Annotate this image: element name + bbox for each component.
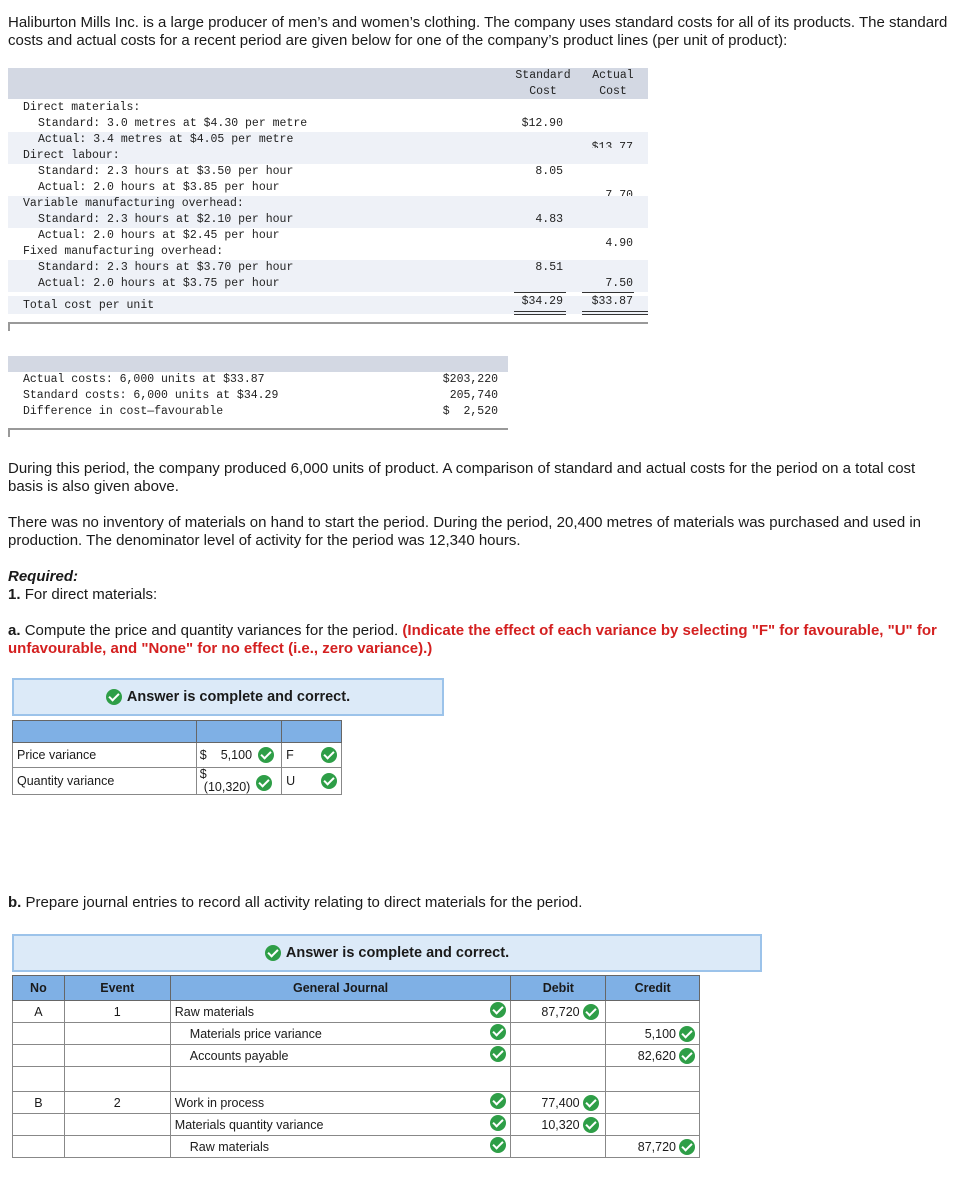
debit-amount[interactable]: 10,320 — [541, 1117, 580, 1132]
variance-amount[interactable]: (10,320) — [203, 780, 251, 794]
part-a-question: a. Compute the price and quantity variances for the period. (Indicate the effect of each variance by selecting "F" for favourable, "U" for unfavourable, and "None" for no effect (i.e., zero variance).) — [8, 622, 937, 657]
variance-effect[interactable]: F — [286, 748, 294, 762]
check-circle-icon — [106, 689, 122, 705]
journal-account[interactable]: Materials quantity variance — [170, 1114, 482, 1136]
total-row-label: Standard costs: 6,000 units at $34.29 — [23, 389, 279, 402]
check-circle-icon — [321, 747, 337, 763]
total-row-value: 205,740 — [449, 389, 498, 402]
journal-event — [64, 1023, 170, 1045]
check-circle-icon — [490, 1115, 506, 1131]
cost-row-label: Standard: 2.3 hours at $3.50 per hour — [38, 165, 294, 178]
journal-event — [64, 1045, 170, 1067]
journal-account[interactable] — [170, 1067, 482, 1092]
journal-check-cell — [483, 1045, 511, 1067]
actual-cost-value: 4.90 — [605, 237, 633, 250]
materials-paragraph: There was no inventory of materials on hand to start the period. During the period, 20,400 metres of materials was purchased and used in production. The denominator level of activity for the period was 12,340 hours. — [8, 514, 922, 549]
period-paragraph: During this period, the company produced 6,000 units of product. A comparison of standard and actual costs for the period on a total cost basis is also given above. — [8, 460, 916, 495]
variance-label: Price variance — [13, 743, 197, 768]
total-cost-label: Total cost per unit — [23, 299, 155, 312]
actual-cost-value: 7.50 — [605, 277, 633, 290]
standard-cost-value: 4.83 — [535, 213, 563, 226]
cost-row-label: Actual: 2.0 hours at $2.45 per hour — [38, 229, 280, 242]
total-row-label: Actual costs: 6,000 units at $33.87 — [23, 373, 265, 386]
check-circle-icon — [583, 1117, 599, 1133]
cost-row-label: Standard: 2.3 hours at $3.70 per hour — [38, 261, 294, 274]
cost-row-label: Standard: 3.0 metres at $4.30 per metre — [38, 117, 308, 130]
journal-row — [13, 1045, 700, 1067]
journal-event — [64, 1067, 170, 1092]
variance-effect-select[interactable] — [282, 768, 342, 795]
journal-event — [64, 1114, 170, 1136]
standard-cost-value: $12.90 — [521, 117, 563, 130]
check-circle-icon — [679, 1048, 695, 1064]
journal-no — [13, 1114, 65, 1136]
journal-no — [13, 1045, 65, 1067]
journal-no — [13, 1136, 65, 1158]
journal-account[interactable]: Raw materials — [170, 1136, 482, 1158]
journal-credit[interactable] — [606, 1023, 700, 1045]
debit-amount[interactable]: 77,400 — [541, 1095, 580, 1110]
journal-event — [64, 1136, 170, 1158]
journal-no: B — [13, 1092, 65, 1114]
check-circle-icon — [265, 945, 281, 961]
total-actual-cost: $33.87 — [591, 295, 633, 308]
journal-debit[interactable] — [511, 1136, 606, 1158]
journal-row — [13, 1092, 700, 1114]
journal-credit[interactable] — [606, 1001, 700, 1023]
journal-account[interactable]: Materials price variance — [170, 1023, 482, 1045]
intro-paragraph: Haliburton Mills Inc. is a large producer of men’s and women’s clothing. The company uses standard costs for all of its products. The standard costs and actual costs for a recent period are given below for one of the company’s product lines (per unit of product): — [8, 14, 948, 49]
credit-amount[interactable]: 82,620 — [637, 1048, 676, 1063]
cost-row-label: Actual: 2.0 hours at $3.85 per hour — [38, 181, 280, 194]
journal-check-cell — [483, 1136, 511, 1158]
check-circle-icon — [583, 1004, 599, 1020]
cost-row-label: Fixed manufacturing overhead: — [23, 245, 224, 258]
answer-status-banner: Answer is complete and correct. — [12, 678, 444, 716]
total-row-value: $ 2,520 — [442, 405, 498, 418]
standard-cost-table — [8, 68, 648, 330]
header-credit: Credit — [606, 976, 700, 1001]
answer-status-banner-journal: Answer is complete and correct. — [12, 934, 762, 972]
check-circle-icon — [490, 1046, 506, 1062]
journal-header-row — [13, 976, 700, 1001]
variance-row — [13, 743, 342, 768]
journal-check-cell — [483, 1067, 511, 1092]
journal-check-cell — [483, 1001, 511, 1023]
journal-debit[interactable] — [511, 1067, 606, 1092]
variance-amount[interactable]: 5,100 — [220, 748, 253, 762]
total-standard-cost: $34.29 — [521, 295, 563, 308]
check-circle-icon — [490, 1093, 506, 1109]
journal-credit[interactable] — [606, 1092, 700, 1114]
variance-label: Quantity variance — [13, 768, 197, 795]
cost-row-label: Variable manufacturing overhead: — [23, 197, 244, 210]
header-event: Event — [64, 976, 170, 1001]
variance-effect[interactable]: U — [286, 774, 296, 788]
variance-effect-select[interactable] — [282, 743, 342, 768]
journal-account[interactable]: Work in process — [170, 1092, 482, 1114]
check-circle-icon — [256, 775, 272, 791]
journal-credit[interactable] — [606, 1067, 700, 1092]
journal-no — [13, 1067, 65, 1092]
check-circle-icon — [679, 1026, 695, 1042]
check-circle-icon — [679, 1139, 695, 1155]
journal-debit[interactable] — [511, 1001, 606, 1023]
required-label: Required: — [8, 568, 79, 585]
journal-debit[interactable] — [511, 1114, 606, 1136]
header-no: No — [13, 976, 65, 1001]
variance-table — [12, 720, 342, 795]
check-circle-icon — [583, 1095, 599, 1111]
actual-cost-header: Actual Cost — [592, 69, 634, 98]
variance-amount-cell[interactable] — [196, 768, 281, 795]
cost-row-label: Actual: 2.0 hours at $3.75 per hour — [38, 277, 280, 290]
journal-account[interactable]: Raw materials — [170, 1001, 482, 1023]
check-circle-icon — [490, 1024, 506, 1040]
part-b-question: b. Prepare journal entries to record all activity relating to direct materials for the period. — [8, 894, 583, 911]
total-row-label: Difference in cost—favourable — [23, 405, 224, 418]
journal-debit[interactable] — [511, 1045, 606, 1067]
journal-credit[interactable] — [606, 1114, 700, 1136]
credit-amount[interactable]: 87,720 — [637, 1139, 676, 1154]
part-a-instruction: (Indicate the effect of each variance by selecting "F" for favourable, "U" for unfavourable, and "None" for no effect (i.e., zero variance).) — [8, 622, 937, 657]
total-row-value: $203,220 — [442, 373, 498, 386]
journal-credit[interactable] — [606, 1045, 700, 1067]
cost-row-label: Direct materials: — [23, 101, 141, 114]
journal-no — [13, 1023, 65, 1045]
header-debit: Debit — [511, 976, 606, 1001]
journal-check-cell — [483, 1092, 511, 1114]
variance-amount-cell[interactable] — [196, 743, 281, 768]
cost-row-label: Standard: 2.3 hours at $2.10 per hour — [38, 213, 294, 226]
currency-symbol: $ — [199, 748, 207, 762]
journal-account[interactable]: Accounts payable — [170, 1045, 482, 1067]
check-circle-icon — [258, 747, 274, 763]
journal-debit[interactable] — [511, 1092, 606, 1114]
check-circle-icon — [490, 1002, 506, 1018]
journal-check-cell — [483, 1023, 511, 1045]
check-circle-icon — [490, 1137, 506, 1153]
journal-row — [13, 1001, 700, 1023]
journal-row — [13, 1114, 700, 1136]
variance-row — [13, 768, 342, 795]
cost-row-label: Direct labour: — [23, 149, 120, 162]
requirement-1: 1. For direct materials: — [8, 586, 158, 603]
standard-cost-value: 8.05 — [535, 165, 563, 178]
standard-cost-header: Standard Cost — [515, 69, 571, 98]
check-circle-icon — [321, 773, 337, 789]
standard-cost-value: 8.51 — [535, 261, 563, 274]
credit-amount[interactable]: 5,100 — [644, 1026, 676, 1041]
journal-row — [13, 1067, 700, 1092]
journal-event: 2 — [64, 1092, 170, 1114]
journal-no: A — [13, 1001, 65, 1023]
journal-check-cell — [483, 1114, 511, 1136]
journal-row — [13, 1023, 700, 1045]
header-general-journal: General Journal — [170, 976, 511, 1001]
journal-debit[interactable] — [511, 1023, 606, 1045]
journal-credit[interactable] — [606, 1136, 700, 1158]
journal-row — [13, 1136, 700, 1158]
journal-entry-table — [12, 975, 700, 1158]
currency-symbol: $ — [199, 767, 207, 781]
journal-event: 1 — [64, 1001, 170, 1023]
cost-row-label: Actual: 3.4 metres at $4.05 per metre — [38, 133, 294, 146]
debit-amount[interactable]: 87,720 — [541, 1004, 580, 1019]
total-cost-comparison — [8, 356, 508, 436]
